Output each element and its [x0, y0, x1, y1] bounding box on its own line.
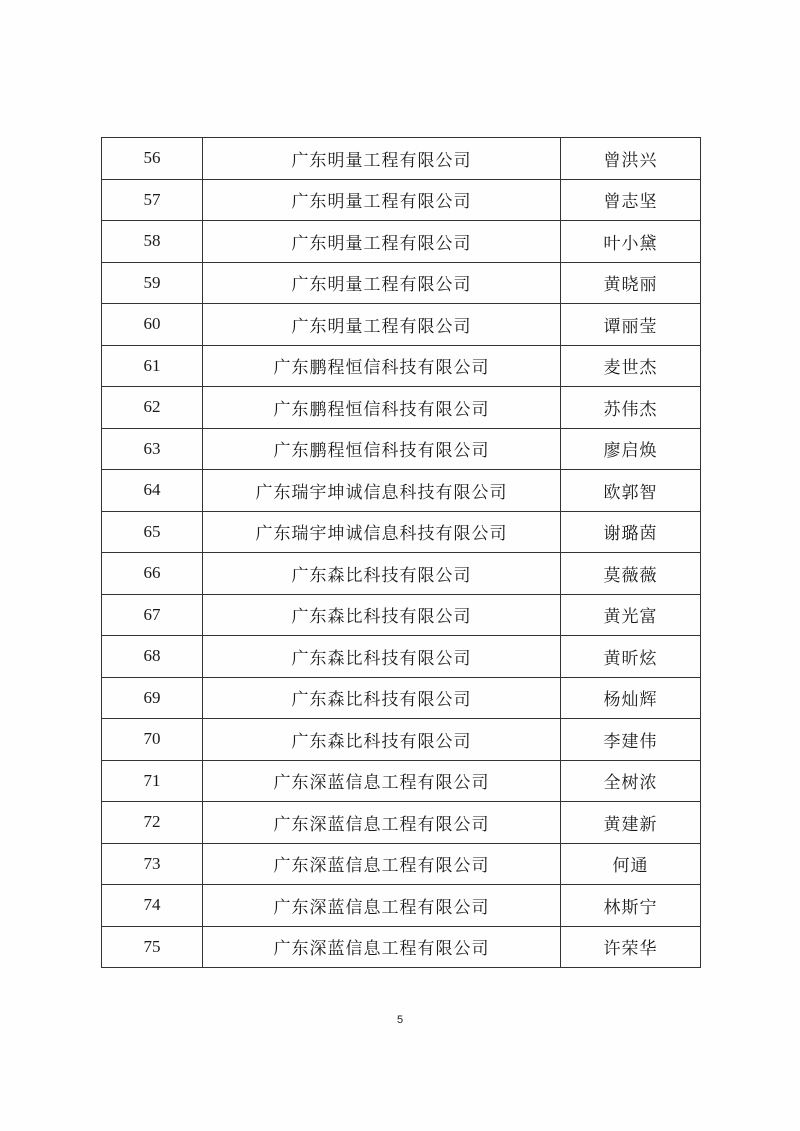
- table-row: [102, 677, 701, 719]
- company-name-cell: 广东瑞宇坤诚信息科技有限公司: [203, 470, 561, 512]
- person-name-cell: 莫薇薇: [561, 553, 701, 595]
- person-name-cell: 曾志坚: [561, 179, 701, 221]
- person-name-cell: 苏伟杰: [561, 387, 701, 429]
- row-number-cell: 57: [102, 179, 203, 221]
- row-number-cell: 64: [102, 470, 203, 512]
- row-number-cell: 58: [102, 221, 203, 263]
- row-number-cell: 67: [102, 594, 203, 636]
- roster-table-body: [102, 138, 701, 968]
- person-name-cell: 麦世杰: [561, 345, 701, 387]
- company-name-cell: 广东瑞宇坤诚信息科技有限公司: [203, 511, 561, 553]
- table-row: [102, 885, 701, 927]
- row-number-cell: 68: [102, 636, 203, 678]
- company-name-cell: 广东明量工程有限公司: [203, 304, 561, 346]
- person-name-cell: 全树浓: [561, 760, 701, 802]
- row-number-cell: 71: [102, 760, 203, 802]
- row-number-cell: 73: [102, 843, 203, 885]
- roster-table: [101, 137, 701, 968]
- person-name-cell: 谢璐茵: [561, 511, 701, 553]
- table-row: [102, 594, 701, 636]
- row-number-cell: 56: [102, 138, 203, 180]
- company-name-cell: 广东明量工程有限公司: [203, 138, 561, 180]
- person-name-cell: 谭丽莹: [561, 304, 701, 346]
- row-number-cell: 69: [102, 677, 203, 719]
- company-name-cell: 广东明量工程有限公司: [203, 221, 561, 263]
- table-row: [102, 470, 701, 512]
- row-number-cell: 62: [102, 387, 203, 429]
- table-row: [102, 262, 701, 304]
- person-name-cell: 许荣华: [561, 926, 701, 968]
- company-name-cell: 广东明量工程有限公司: [203, 262, 561, 304]
- person-name-cell: 欧郭智: [561, 470, 701, 512]
- person-name-cell: 黄晓丽: [561, 262, 701, 304]
- table-row: [102, 926, 701, 968]
- table-row: [102, 553, 701, 595]
- table-row: [102, 221, 701, 263]
- table-row: [102, 511, 701, 553]
- company-name-cell: 广东鹏程恒信科技有限公司: [203, 387, 561, 429]
- table-row: [102, 719, 701, 761]
- table-row: [102, 843, 701, 885]
- table-row: [102, 179, 701, 221]
- row-number-cell: 61: [102, 345, 203, 387]
- company-name-cell: 广东深蓝信息工程有限公司: [203, 926, 561, 968]
- row-number-cell: 66: [102, 553, 203, 595]
- person-name-cell: 叶小黛: [561, 221, 701, 263]
- person-name-cell: 黄建新: [561, 802, 701, 844]
- row-number-cell: 63: [102, 428, 203, 470]
- person-name-cell: 林斯宁: [561, 885, 701, 927]
- page-number: 5: [396, 1014, 404, 1026]
- row-number-cell: 60: [102, 304, 203, 346]
- row-number-cell: 65: [102, 511, 203, 553]
- company-name-cell: 广东深蓝信息工程有限公司: [203, 885, 561, 927]
- table-row: [102, 345, 701, 387]
- company-name-cell: 广东深蓝信息工程有限公司: [203, 843, 561, 885]
- table-row: [102, 138, 701, 180]
- row-number-cell: 75: [102, 926, 203, 968]
- company-name-cell: 广东明量工程有限公司: [203, 179, 561, 221]
- company-name-cell: 广东森比科技有限公司: [203, 594, 561, 636]
- company-name-cell: 广东鹏程恒信科技有限公司: [203, 428, 561, 470]
- company-name-cell: 广东深蓝信息工程有限公司: [203, 760, 561, 802]
- person-name-cell: 何通: [561, 843, 701, 885]
- table-row: [102, 428, 701, 470]
- company-name-cell: 广东鹏程恒信科技有限公司: [203, 345, 561, 387]
- company-name-cell: 广东深蓝信息工程有限公司: [203, 802, 561, 844]
- row-number-cell: 70: [102, 719, 203, 761]
- person-name-cell: 曾洪兴: [561, 138, 701, 180]
- table-row: [102, 304, 701, 346]
- company-name-cell: 广东森比科技有限公司: [203, 677, 561, 719]
- person-name-cell: 廖启焕: [561, 428, 701, 470]
- table-row: [102, 802, 701, 844]
- row-number-cell: 59: [102, 262, 203, 304]
- company-name-cell: 广东森比科技有限公司: [203, 719, 561, 761]
- table-row: [102, 387, 701, 429]
- company-name-cell: 广东森比科技有限公司: [203, 553, 561, 595]
- row-number-cell: 72: [102, 802, 203, 844]
- row-number-cell: 74: [102, 885, 203, 927]
- person-name-cell: 杨灿辉: [561, 677, 701, 719]
- person-name-cell: 李建伟: [561, 719, 701, 761]
- person-name-cell: 黄光富: [561, 594, 701, 636]
- person-name-cell: 黄昕炫: [561, 636, 701, 678]
- table-row: [102, 636, 701, 678]
- table-row: [102, 760, 701, 802]
- company-name-cell: 广东森比科技有限公司: [203, 636, 561, 678]
